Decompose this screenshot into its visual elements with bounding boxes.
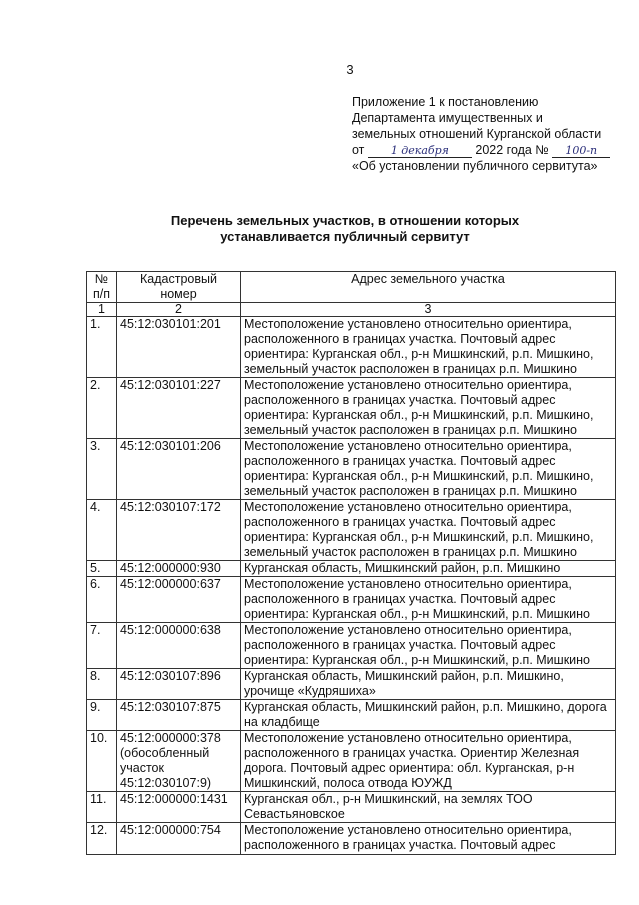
address-cell [241, 823, 616, 855]
address-cell: Местоположение установлено относительно ориентира, расположенного в границах участка. Почтовый адрес ориентира: Курганская обл., р-н Мишкинский, р.п. Мишкино, земельный участок расположен в границах р.п. Мишкино [241, 439, 616, 500]
cadastral-number: 45:12:030107:875 [117, 700, 241, 731]
title-line-2: устанавливается публичный сервитут [220, 229, 470, 244]
appendix-line-1: Приложение 1 к постановлению [352, 95, 539, 109]
row-number: 8. [87, 669, 117, 700]
table-row [87, 623, 616, 669]
table-row [87, 700, 616, 731]
address-cell: Местоположение установлено относительно ориентира, расположенного в границах участка. Почтовый адрес ориентира: Курганская обл., р-н Мишкинский, р.п. Мишкино, земельный участок расположен в границах р.п. Мишкино [241, 317, 616, 378]
table-row [87, 317, 616, 378]
cadastral-number: 45:12:000000:930 [117, 561, 241, 577]
col-number-3: 3 [241, 303, 616, 317]
cadastral-number: 45:12:000000:378 (обособленный участок 45:12:030107:9) [117, 731, 241, 792]
row-number: 12. [87, 823, 117, 855]
handwritten-date: 1 декабря [368, 145, 472, 158]
row-number: 9. [87, 700, 117, 731]
cadastral-number: 45:12:030101:201 [117, 317, 241, 378]
cadastral-number: 45:12:000000:754 [117, 823, 241, 855]
cadastral-number: 45:12:030101:227 [117, 378, 241, 439]
address-cell: Местоположение установлено относительно ориентира, расположенного в границах участка. Ориентир Железная дорога. Почтовый адрес ориентира: обл. Курганская, р-н Мишкинский, полоса отвода ЮУЖД [241, 731, 616, 792]
page-number: 3 [346, 62, 354, 77]
cadastral-number: 45:12:000000:1431 [117, 792, 241, 823]
header-address: Адрес земельного участка [241, 272, 616, 303]
cadastral-number: 45:12:000000:637 [117, 577, 241, 623]
address-cell: Курганская область, Мишкинский район, р.п. Мишкино [241, 561, 616, 577]
col-number-1: 1 [87, 303, 117, 317]
table-row [87, 439, 616, 500]
cadastral-number: 45:12:030101:206 [117, 439, 241, 500]
land-plots-table [86, 271, 616, 855]
appendix-line-3: земельных отношений Курганской области [352, 127, 602, 141]
table-row [87, 577, 616, 623]
header-number: № п/п [87, 272, 117, 303]
row-number: 2. [87, 378, 117, 439]
date-prefix: от [352, 143, 365, 157]
row-number: 3. [87, 439, 117, 500]
address-text-clipped: Местоположение установлено относительно ориентира, расположенного в границах участка. Почтовый адрес [244, 823, 572, 852]
address-cell: Курганская область, Мишкинский район, р.п. Мишкино, урочище «Кудряшиха» [241, 669, 616, 700]
col-number-2: 2 [117, 303, 241, 317]
table-row [87, 378, 616, 439]
appendix-block [352, 94, 622, 174]
address-cell: Местоположение установлено относительно ориентира, расположенного в границах участка. Почтовый адрес ориентира: Курганская обл., р-н Мишкинский, р.п. Мишкино, земельный участок расположен в границах р.п. Мишкино [241, 500, 616, 561]
column-number-row [87, 303, 616, 317]
table-row [87, 669, 616, 700]
cadastral-number: 45:12:000000:638 [117, 623, 241, 669]
appendix-line-2: Департамента имущественных и [352, 111, 543, 125]
header-cadastral: Кадастровый номер [117, 272, 241, 303]
document-title [110, 213, 580, 245]
row-number: 11. [87, 792, 117, 823]
year-text: 2022 года № [475, 143, 549, 157]
table-header-row [87, 272, 616, 303]
address-cell: Курганская область, Мишкинский район, р.п. Мишкино, дорога на кладбище [241, 700, 616, 731]
handwritten-number: 100-п [552, 145, 610, 158]
appendix-date-line [352, 142, 622, 158]
table-row [87, 823, 616, 855]
address-cell: Местоположение установлено относительно ориентира, расположенного в границах участка. Почтовый адрес ориентира: Курганская обл., р-н Мишкинский, р.п. Мишкино [241, 577, 616, 623]
row-number: 4. [87, 500, 117, 561]
row-number: 6. [87, 577, 117, 623]
title-line-1: Перечень земельных участков, в отношении которых [170, 213, 520, 228]
address-cell: Местоположение установлено относительно ориентира, расположенного в границах участка. Почтовый адрес ориентира: Курганская обл., р-н Мишкинский, р.п. Мишкино, земельный участок расположен в границах р.п. Мишкино [241, 378, 616, 439]
row-number: 7. [87, 623, 117, 669]
row-number: 1. [87, 317, 117, 378]
address-cell: Курганская обл., р-н Мишкинский, на землях ТОО Севастьяновское [241, 792, 616, 823]
row-number: 10. [87, 731, 117, 792]
table-row [87, 500, 616, 561]
cadastral-number: 45:12:030107:896 [117, 669, 241, 700]
cadastral-number: 45:12:030107:172 [117, 500, 241, 561]
address-cell: Местоположение установлено относительно ориентира, расположенного в границах участка. Почтовый адрес ориентира: Курганская обл., р-н Мишкинский, р.п. Мишкино [241, 623, 616, 669]
row-number: 5. [87, 561, 117, 577]
table-row [87, 731, 616, 792]
table-row [87, 792, 616, 823]
table-row [87, 561, 616, 577]
appendix-subject: «Об установлении публичного сервитута» [352, 159, 598, 173]
